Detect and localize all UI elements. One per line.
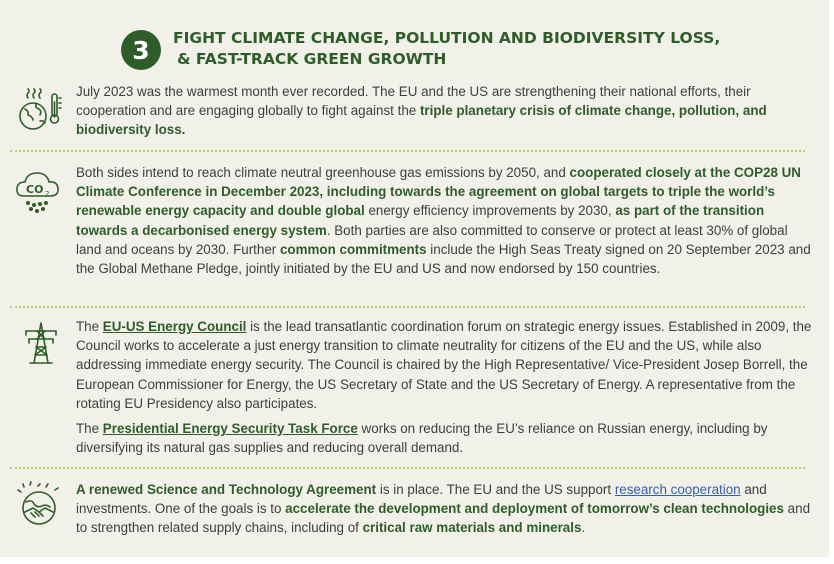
divider <box>10 150 805 152</box>
emissions-text-2: energy efficiency improvements by 2030, <box>364 203 616 219</box>
divider <box>10 306 805 308</box>
science-text-2: and investments. One of the goals is to <box>76 482 767 517</box>
research-cooperation-link[interactable]: research cooperation <box>614 482 741 497</box>
energy-council-link[interactable]: EU-US Energy Council <box>102 319 247 334</box>
svg-text:2: 2 <box>45 190 50 198</box>
energy-text-2: is the lead transatlantic coordination forum on strategic energy issues. Established in 2009, the Council works to accelerate a just energy transition to climate neutrality for citizens of the EU and the US, while also addressing immediate energy security. The Council is chaired by the High Representative/ Vice-President Josep Borrell, the European Commissioner for Energy, the US Secretary of State and the US Secretary of Energy. A representative from the rotating EU Presidency also participates. <box>76 319 812 411</box>
section-title <box>173 28 793 70</box>
science-paragraph <box>76 480 813 538</box>
co2-cloud-icon <box>14 166 64 221</box>
task-force-link[interactable]: Presidential Energy Security Task Force <box>102 421 358 437</box>
taskforce-text-1: The <box>76 421 103 437</box>
thermometer-globe-icon <box>16 88 64 139</box>
emissions-bold-3: common commitments <box>279 241 427 257</box>
emissions-bold-1: cooperated closely at the COP28 UN Climate Conference in December 2023, including towards the agreement on global targets to triple the world’s renewable energy capacity and double global <box>76 165 801 219</box>
section-title-line2: & FAST-TRACK GREEN GROWTH <box>177 50 447 68</box>
science-text-3: and to strengthen related supply chains, including of <box>76 501 811 536</box>
emissions-text-4: include the High Seas Treaty signed on 20 September 2023 and the Global Methane Pledge, jointly initiated by the EU and US and now endorsed by 150 countries. <box>76 241 811 277</box>
climate-paragraph <box>76 82 813 140</box>
power-pylon-icon <box>23 321 59 370</box>
climate-bold: triple planetary crisis of climate change, pollution, and biodiversity loss. <box>76 103 767 138</box>
climate-text: July 2023 was the warmest month ever recorded. The EU and the US are strengthening their national efforts, their cooperation and are engaging globally to fight against the <box>76 84 751 119</box>
emissions-bold-2: as part of the transition towards a decarbonised energy system <box>76 203 765 238</box>
emissions-paragraph <box>76 163 813 278</box>
svg-text:CO: CO <box>26 183 44 196</box>
energy-text-1: The <box>76 319 103 334</box>
globe-handshake-icon <box>14 480 64 533</box>
science-bold-2: accelerate the development and deployment of tomorrow’s clean technologies <box>285 501 784 517</box>
energy-council-paragraph <box>76 317 813 413</box>
science-bold-1: A renewed Science and Technology Agreement <box>76 482 377 497</box>
science-text-4: . <box>581 520 586 536</box>
taskforce-text-2: works on reducing the EU’s reliance on Russian energy, including by diversifying its natural gas supplies and reducing overall demand. <box>76 421 768 456</box>
emissions-text-3: . Both parties are also committed to conserve or protect at least 30% of global land and oceans by 2030. Further <box>76 222 788 257</box>
emissions-text-1: Both sides intend to reach climate neutral greenhouse gas emissions by 2050, and <box>76 165 570 180</box>
task-force-paragraph <box>76 419 813 457</box>
science-bold-3: critical raw materials and minerals <box>362 520 582 536</box>
energy-section <box>76 317 813 457</box>
divider <box>10 467 805 469</box>
section-title-line1: FIGHT CLIMATE CHANGE, POLLUTION AND BIODIVERSITY LOSS, <box>173 29 721 47</box>
science-text-1: is in place. The EU and the US support <box>376 482 615 497</box>
section-number-badge: 3 <box>121 30 161 70</box>
